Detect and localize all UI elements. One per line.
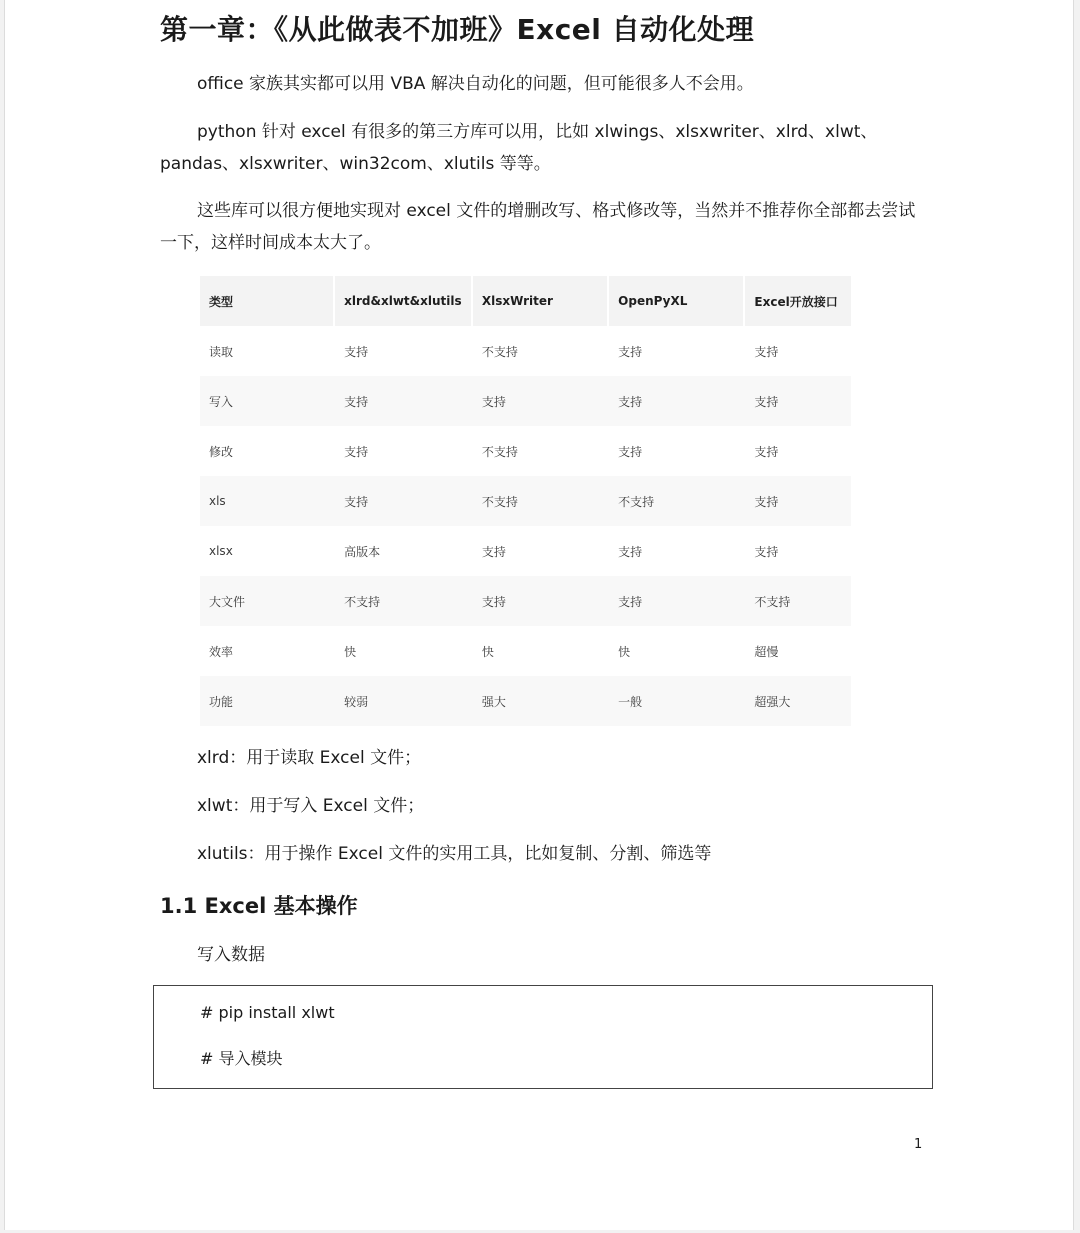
paragraph-usage: 这些库可以很方便地实现对 excel 文件的增删改写、格式修改等，当然并不推荐你全部都去尝试一下，这样时间成本太大了。 — [160, 201, 916, 253]
table-cell: 不支持 — [473, 326, 609, 376]
table-row — [200, 626, 851, 676]
header-cell-excel-interface: Excel开放接口 — [745, 276, 851, 326]
table-cell: 支持 — [745, 426, 851, 476]
header-cell-type: 类型 — [200, 276, 335, 326]
table-cell: 一般 — [609, 676, 745, 726]
table-cell: 不支持 — [473, 426, 609, 476]
table-cell: 功能 — [200, 676, 335, 726]
header-cell-xlsxwriter: XlsxWriter — [473, 276, 609, 326]
table-header-row — [200, 276, 851, 326]
table-cell: 修改 — [200, 426, 335, 476]
table-row — [200, 526, 851, 576]
table-cell: 不支持 — [609, 476, 745, 526]
table-cell: 快 — [473, 626, 609, 676]
table-cell: 支持 — [473, 576, 609, 626]
table-cell: 支持 — [335, 476, 473, 526]
table-cell: 支持 — [609, 576, 745, 626]
code-line: # 导入模块 — [200, 1049, 283, 1068]
chapter-title: 第一章：《从此做表不加班》Excel 自动化处理 — [160, 13, 755, 46]
library-comparison-table — [200, 276, 851, 726]
section-heading: 1.1 Excel 基本操作 — [160, 894, 358, 918]
table-cell: 效率 — [200, 626, 335, 676]
section-subheading: 写入数据 — [197, 945, 265, 965]
table-cell: 支持 — [609, 426, 745, 476]
table-cell: 支持 — [609, 526, 745, 576]
table-row — [200, 576, 851, 626]
table-cell: 超强大 — [745, 676, 851, 726]
table-cell: 支持 — [473, 376, 609, 426]
note-xlwt: xlwt：用于写入 Excel 文件； — [197, 796, 425, 816]
table-cell: 不支持 — [745, 576, 851, 626]
table-cell: 强大 — [473, 676, 609, 726]
table-cell: xls — [200, 476, 335, 526]
table-cell: 高版本 — [335, 526, 473, 576]
table-row — [200, 676, 851, 726]
table-cell: 支持 — [609, 326, 745, 376]
table-cell: 快 — [609, 626, 745, 676]
table-cell: 读取 — [200, 326, 335, 376]
code-line: # pip install xlwt — [200, 1003, 335, 1022]
header-cell-xlrd: xlrd&xlwt&xlutils — [335, 276, 473, 326]
table-cell: 支持 — [745, 526, 851, 576]
note-xlrd: xlrd：用于读取 Excel 文件； — [197, 748, 422, 768]
paragraph-vba: office 家族其实都可以用 VBA 解决自动化的问题，但可能很多人不会用。 — [197, 74, 754, 94]
table-row — [200, 476, 851, 526]
paragraph-libraries: python 针对 excel 有很多的第三方库可以用，比如 xlwings、xlsxwriter、xlrd、xlwt、pandas、xlsxwriter、win32com、xlutils 等等。 — [160, 122, 878, 174]
page-number: 1 — [914, 1137, 923, 1152]
table-cell: 较弱 — [335, 676, 473, 726]
code-block — [153, 985, 933, 1089]
table-cell: xlsx — [200, 526, 335, 576]
table-row — [200, 426, 851, 476]
table-cell: 支持 — [335, 426, 473, 476]
table-cell: 支持 — [609, 376, 745, 426]
header-cell-openpyxl: OpenPyXL — [609, 276, 745, 326]
table-cell: 写入 — [200, 376, 335, 426]
table-cell: 支持 — [745, 326, 851, 376]
table-cell: 超慢 — [745, 626, 851, 676]
table-cell: 支持 — [335, 326, 473, 376]
table-cell: 支持 — [745, 476, 851, 526]
table-cell: 不支持 — [473, 476, 609, 526]
table-cell: 支持 — [473, 526, 609, 576]
table-cell: 支持 — [745, 376, 851, 426]
table-cell: 支持 — [335, 376, 473, 426]
table-cell: 快 — [335, 626, 473, 676]
table-row — [200, 326, 851, 376]
table-cell: 大文件 — [200, 576, 335, 626]
note-xlutils: xlutils：用于操作 Excel 文件的实用工具，比如复制、分割、筛选等 — [197, 844, 712, 864]
table-cell: 不支持 — [335, 576, 473, 626]
table-row — [200, 376, 851, 426]
